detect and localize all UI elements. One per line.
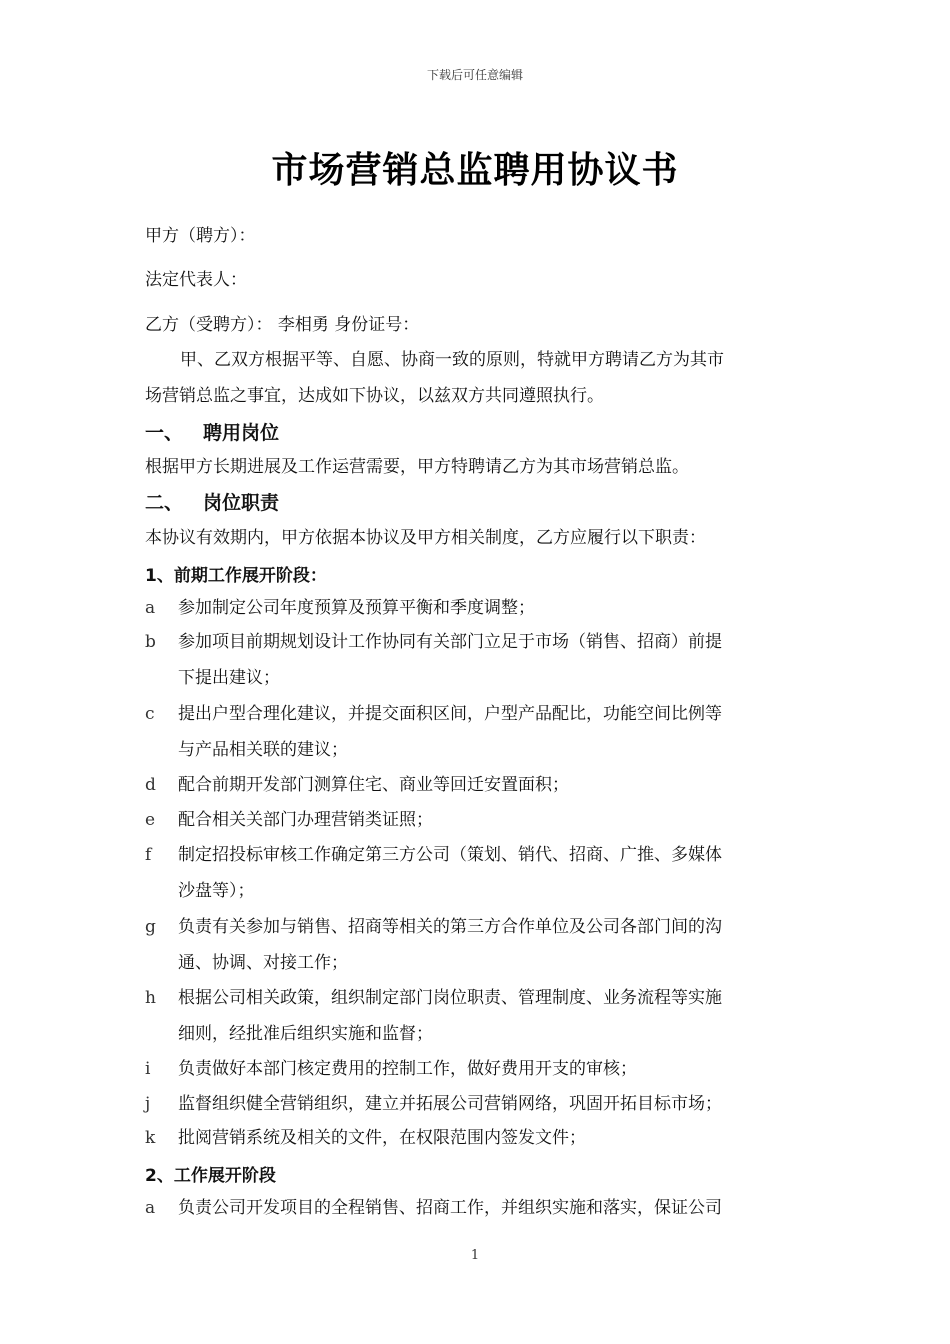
list-item-text-cont: 沙盘等）； [178, 881, 255, 901]
section-1-text: 根据甲方长期进展及工作运营需要，甲方特聘请乙方为其市场营销总监。 [145, 457, 689, 477]
section-1-number: 一、 [145, 422, 184, 444]
list-marker: a [145, 1198, 156, 1218]
list-item-text: 负责有关参加与销售、招商等相关的第三方合作单位及公司各部门间的沟 [178, 917, 722, 937]
intro-line-2: 场营销总监之事宜，达成如下协议，以兹双方共同遵照执行。 [145, 386, 604, 406]
list-marker: e [145, 810, 156, 830]
list-item-text: 负责做好本部门核定费用的控制工作，做好费用开支的审核； [178, 1059, 637, 1079]
party-a-line: 甲方（聘方）： [145, 226, 256, 246]
list-marker: j [145, 1094, 151, 1114]
list-marker: b [145, 632, 156, 652]
list-item-text-cont: 下提出建议； [178, 668, 280, 688]
party-b-line: 乙方（受聘方）： 李相勇 身份证号： [145, 315, 420, 335]
list-item-text: 批阅营销系统及相关的文件，在权限范围内签发文件； [178, 1128, 586, 1148]
list-marker: a [145, 598, 156, 618]
list-item-text: 根据公司相关政策，组织制定部门岗位职责、管理制度、业务流程等实施 [178, 988, 722, 1008]
legal-rep-line: 法定代表人： [145, 270, 247, 290]
list-marker: k [145, 1128, 156, 1148]
intro-line-1: 甲、乙双方根据平等、自愿、协商一致的原则，特就甲方聘请乙方为其市 [180, 350, 724, 370]
list-marker: c [145, 704, 155, 724]
section-1-heading [145, 418, 279, 445]
document-title: 市场营销总监聘用协议书 [271, 149, 679, 191]
list-marker: g [145, 917, 156, 937]
section-2-title: 岗位职责 [203, 492, 280, 514]
list-item-text-cont: 通、协调、对接工作； [178, 953, 348, 973]
section-2-heading [145, 488, 279, 515]
list-marker: h [145, 988, 156, 1008]
list-item-text: 监督组织健全营销组织，建立并拓展公司营销网络，巩固开拓目标市场； [178, 1094, 722, 1114]
list-item-text: 制定招投标审核工作确定第三方公司（策划、销代、招商、广推、多媒体 [178, 845, 722, 865]
section-2-text: 本协议有效期内，甲方依据本协议及甲方相关制度，乙方应履行以下职责： [145, 528, 706, 548]
header-note: 下载后可任意编辑 [426, 68, 523, 82]
stage-2-title: 2、工作展开阶段 [145, 1166, 276, 1186]
list-marker: d [145, 775, 156, 795]
list-item-text: 负责公司开发项目的全程销售、招商工作，并组织实施和落实，保证公司 [178, 1198, 722, 1218]
list-item-text: 参加项目前期规划设计工作协同有关部门立足于市场（销售、招商）前提 [178, 632, 722, 652]
list-item-text-cont: 与产品相关联的建议； [178, 740, 348, 760]
list-item-text: 提出户型合理化建议，并提交面积区间，户型产品配比，功能空间比例等 [178, 704, 722, 724]
list-item-text: 参加制定公司年度预算及预算平衡和季度调整； [178, 598, 535, 618]
section-2-number: 二、 [145, 492, 184, 514]
list-marker: i [145, 1059, 151, 1079]
list-item-text-cont: 细则，经批准后组织实施和监督； [178, 1024, 433, 1044]
stage-1-title: 1、前期工作展开阶段： [145, 566, 327, 586]
page-number: 1 [470, 1248, 480, 1263]
list-marker: f [145, 845, 152, 865]
list-item-text: 配合前期开发部门测算住宅、商业等回迁安置面积； [178, 775, 569, 795]
list-item-text: 配合相关关部门办理营销类证照； [178, 810, 433, 830]
section-1-title: 聘用岗位 [203, 422, 280, 444]
